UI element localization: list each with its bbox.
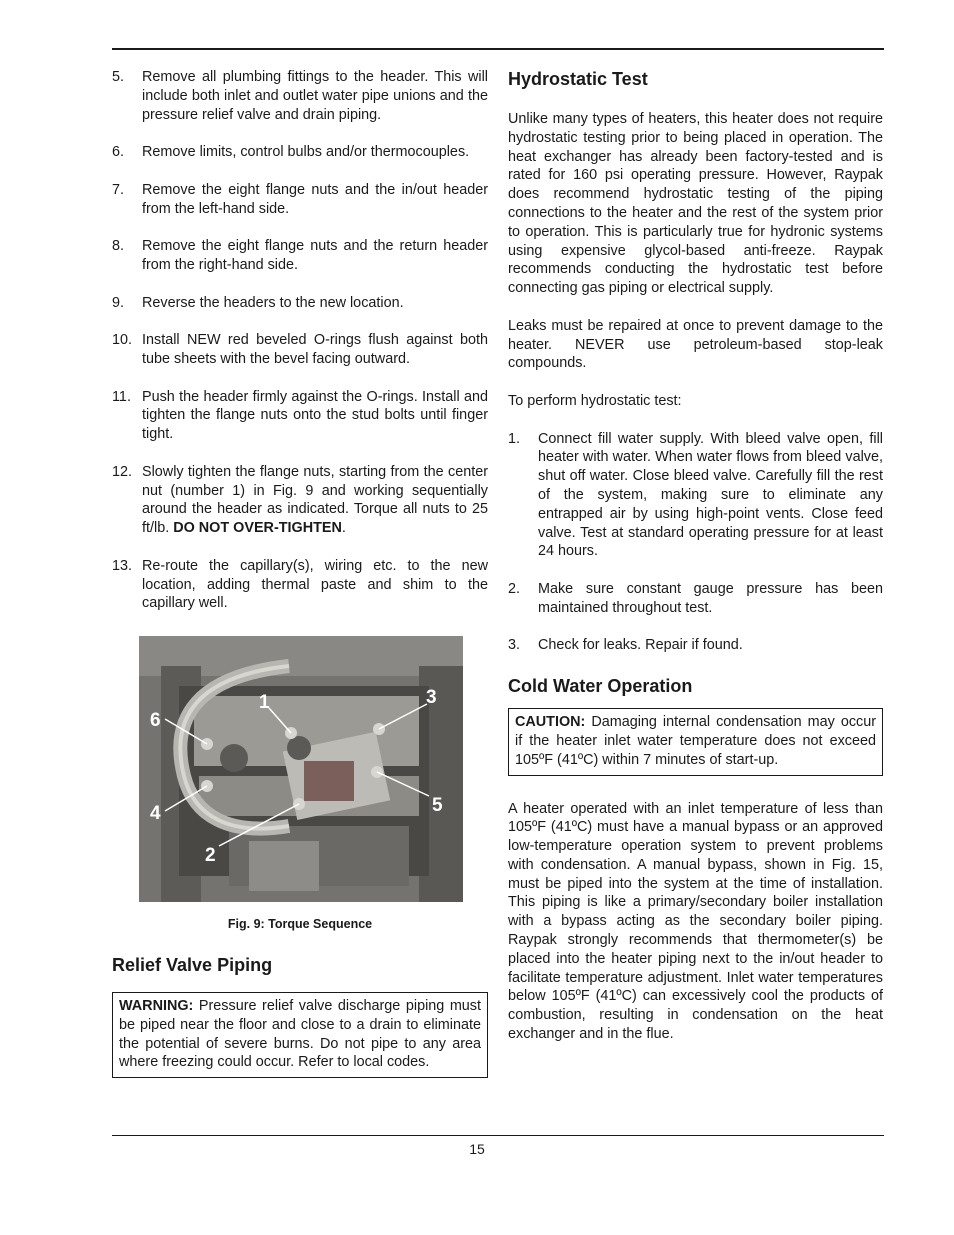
caution-text: Damaging internal condensation may occur if the heater inlet water temperature does not exceed 105ºF (41ºC) within 7 minutes of start-up.	[515, 714, 877, 768]
list-item: 2. Make sure constant gauge pressure has been maintained throughout test.	[508, 580, 883, 616]
page-number: 15	[469, 1141, 485, 1157]
torque-label-4: 4	[150, 803, 161, 825]
hydrostatic-steps	[508, 430, 883, 656]
list-item: 7. Remove the eight flange nuts and the in/out header from the left-hand side.	[112, 181, 488, 217]
list-item: 11. Push the header firmly against the O-rings. Install and tighten the flange nuts onto the stud bolts until finger tight.	[112, 388, 488, 443]
warning-box	[112, 992, 488, 1078]
list-item: 5. Remove all plumbing fittings to the header. This will include both inlet and outlet water pipe unions and the pressure relief valve and drain piping.	[112, 69, 488, 123]
hydrostatic-test-heading: Hydrostatic Test	[508, 69, 648, 89]
torque-label-5: 5	[432, 795, 443, 817]
list-item: 1. Connect fill water supply. With bleed valve open, fill heater with water. When water flows from bleed valve, shut off water. Close bleed valve. Carefully fill the rest of the system, making sure to eliminate any entrapped air by using high-point vents. Close feed valve. Test at standard operating pressure for at least 24 hours.	[508, 430, 883, 560]
warning-label: WARNING:	[119, 997, 194, 1014]
torque-label-6: 6	[150, 710, 161, 732]
procedure-steps	[112, 68, 488, 613]
torque-label-2: 2	[205, 845, 216, 867]
list-item: 3. Check for leaks. Repair if found.	[508, 637, 743, 654]
warning-text: Pressure relief valve discharge piping must be piped near the floor and close to a drain to eliminate the potential of severe burns. Do not pipe to any area where freezing could occur. Refer to local codes.	[119, 997, 482, 1071]
figure-caption: Fig. 9: Torque Sequence	[227, 917, 373, 932]
list-item: 12. Slowly tighten the flange nuts, starting from the center nut (number 1) in Fig. 9 and working sequentially around the header as indicated. Torque all nuts to 25 ft/lb. DO NOT OVER-TIGHTEN.	[112, 463, 488, 537]
list-item: 13. Re-route the capillary(s), wiring etc. to the new location, adding thermal paste and shim to the capillary well.	[112, 557, 488, 612]
heater-header-illustration	[139, 636, 463, 902]
list-item: 6. Remove limits, control bulbs and/or thermocouples.	[112, 144, 470, 161]
torque-sequence-photo	[139, 636, 463, 902]
cold-water-paragraph: A heater operated with an inlet temperature of less than 105ºF (41ºC) must have a manual bypass or an approved low-temperature operation system to prevent problems with condensation. A manual bypass, shown in Fig. 15, must be piped into the system at the time of installation. This piping is like a primary/secondary boiler installation with a bypass acting as the secondary boiler piping. Raypak strongly recommends that thermometer(s) be placed into the heater piping next to the in/out header to facilitate temperature adjustment. Inlet water temperatures below 105ºF (41ºC) can excessively cool the products of combustion, resulting in condensation on the heat exchanger and in the flue.	[508, 800, 883, 1043]
hydrostatic-paragraph-2: Leaks must be repaired at once to prevent damage to the heater. NEVER use petroleum-based stop-leak compounds.	[508, 317, 883, 372]
footer-rule	[112, 1135, 884, 1136]
list-item: 10. Install NEW red beveled O-rings flush against both tube sheets with the bevel facing outward.	[112, 332, 488, 367]
torque-label-1: 1	[259, 692, 270, 714]
caution-label: CAUTION:	[515, 714, 586, 731]
relief-valve-heading: Relief Valve Piping	[112, 954, 273, 975]
list-item: 8. Remove the eight flange nuts and the return header from the right-hand side.	[112, 238, 488, 273]
hydrostatic-paragraph-3: To perform hydrostatic test:	[508, 392, 682, 409]
list-item: 9. Reverse the headers to the new location.	[112, 294, 404, 311]
header-rule	[112, 48, 884, 50]
right-column	[508, 68, 883, 1044]
hydrostatic-paragraph-1: Unlike many types of heaters, this heater does not require hydrostatic testing prior to being placed in operation. The heat exchanger has already been factory-tested and is rated for 160 psi operating pressure. However, Raypak does recommend hydrostatic testing of the piping connections to the heater and the rest of the system prior to operation. This is particularly true for hydronic systems using expensive glycol-based anti-freeze. Raypak recommends conducting the hydrostatic test before connecting gas piping or electrical supply.	[508, 111, 883, 297]
torque-label-3: 3	[426, 687, 437, 709]
caution-box	[508, 708, 883, 775]
cold-water-heading: Cold Water Operation	[508, 676, 693, 697]
left-column	[112, 68, 488, 1078]
